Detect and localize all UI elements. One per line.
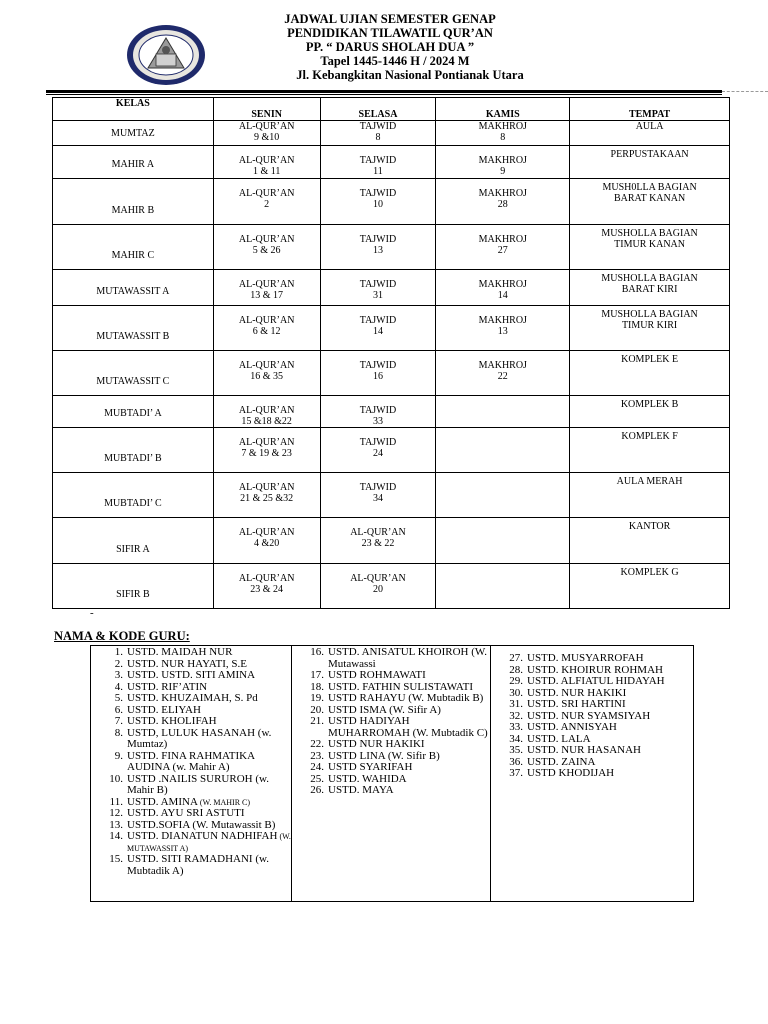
teacher-name-text: USTD RAHAYU (W. Mubtadik B) [328, 692, 484, 704]
kamis-line: 9 [500, 166, 506, 177]
selasa-cell [320, 564, 436, 609]
table-header-row [53, 98, 730, 121]
teacher-item [91, 728, 291, 751]
teacher-item [91, 751, 291, 774]
kelas-cell [53, 396, 214, 428]
senin-line: 4 &20 [254, 538, 280, 549]
teacher-number: 28. [509, 663, 523, 676]
teacher-item [91, 854, 291, 877]
table-row [53, 306, 730, 351]
kamis-line: MAKHROJ [478, 279, 527, 290]
selasa-cell [320, 306, 436, 351]
selasa-cell [320, 351, 436, 396]
teacher-item [292, 647, 490, 670]
tempat-cell [570, 146, 730, 179]
kamis-cell [436, 564, 570, 609]
header-institution: PP. “ DARUS SHOLAH DUA ” [305, 40, 475, 54]
table-row [53, 428, 730, 473]
kamis-line: 13 [497, 326, 508, 337]
teacher-name-text: USTD KHODIJAH [527, 767, 615, 779]
senin-cell [213, 396, 320, 428]
senin-line: 5 & 26 [252, 245, 281, 256]
teacher-number: 34. [509, 732, 523, 745]
teacher-name [127, 728, 291, 751]
senin-cell [213, 179, 320, 225]
teacher-item [491, 722, 691, 734]
tempat-cell [570, 225, 730, 270]
teacher-number: 25. [310, 772, 324, 785]
kamis-cell [436, 518, 570, 564]
tempat-line: KOMPLEK F [621, 431, 678, 442]
kelas-cell [53, 225, 214, 270]
senin-line: 15 &18 &22 [241, 416, 292, 427]
kamis-line: 27 [497, 245, 508, 256]
kelas-cell [53, 306, 214, 351]
teacher-number: 14. [109, 830, 123, 842]
tempat-line: TIMUR KANAN [614, 239, 685, 250]
selasa-line: AL-QUR’AN [350, 573, 406, 584]
selasa-line: 10 [372, 199, 383, 210]
header-rule-thin [46, 94, 722, 95]
teacher-name-text: USTD. AMINA [127, 795, 198, 808]
teacher-column-2 [292, 646, 491, 902]
teacher-name-text: USTD. MUSYARROFAH [527, 652, 644, 664]
tempat-line: MUSHOLLA BAGIAN [601, 309, 698, 320]
kelas-cell [53, 146, 214, 179]
kelas-cell [53, 473, 214, 518]
teacher-name-text: USTD. AYU SRI ASTUTI [127, 807, 245, 819]
teacher-number: 7. [114, 715, 123, 727]
teacher-number: 31. [509, 698, 523, 710]
teacher-number: 17. [310, 669, 324, 681]
teacher-name-text: USTD. ELIYAH [127, 703, 201, 716]
tempat-cell [570, 306, 730, 351]
teacher-name-text: USTD. FATHIN SULISTAWATI [328, 680, 474, 693]
selasa-line: TAJWID [359, 155, 397, 166]
senin-cell [213, 351, 320, 396]
tempat-line: AULA MERAH [616, 476, 683, 487]
teacher-name-text: USTD. KHUZAIMAH, S. Pd [127, 692, 258, 704]
tempat-cell [570, 179, 730, 225]
kamis-cell [436, 396, 570, 428]
kelas-label: MUBTADI’ C [104, 498, 162, 509]
teacher-number: 4. [114, 680, 123, 693]
teacher-name-text: USTD. RIF’ATIN [127, 680, 208, 693]
tempat-line: TIMUR KIRI [621, 320, 678, 331]
table-row [53, 473, 730, 518]
tempat-cell [570, 270, 730, 306]
kamis-cell [436, 270, 570, 306]
senin-cell [213, 428, 320, 473]
teacher-name [527, 768, 691, 780]
teacher-name [127, 854, 291, 877]
teacher-number: 30. [509, 686, 523, 699]
senin-cell [213, 121, 320, 146]
header-rule [46, 90, 722, 93]
kamis-line: 28 [497, 199, 508, 210]
selasa-line: 31 [372, 290, 383, 301]
teacher-name-text: USTD. WAHIDA [328, 772, 407, 785]
header-year: Tapel 1445-1446 H / 2024 M [320, 54, 470, 68]
teacher-name-text: USTD ISMA (W. Sifir A) [328, 703, 441, 716]
tempat-line: MUSHOLLA BAGIAN [601, 228, 698, 239]
senin-line: 21 & 25 &32 [240, 493, 294, 504]
kamis-line: 8 [500, 132, 506, 143]
header-subtitle: PENDIDIKAN TILAWATIL QUR’AN [287, 26, 493, 40]
senin-line: AL-QUR’AN [238, 360, 295, 371]
teacher-name-text: USTD NUR HAKIKI [328, 738, 425, 750]
senin-cell [213, 564, 320, 609]
teacher-name [328, 716, 490, 739]
teacher-number: 12. [109, 807, 123, 819]
teacher-number: 29. [509, 675, 523, 687]
teacher-name-text: USTD. MAIDAH NUR [127, 646, 233, 658]
kelas-label: MAHIR B [111, 205, 155, 216]
senin-cell [213, 306, 320, 351]
selasa-cell [320, 518, 436, 564]
senin-line: AL-QUR’AN [238, 279, 295, 290]
selasa-line: TAJWID [359, 279, 397, 290]
teacher-name [328, 785, 490, 797]
selasa-cell [320, 473, 436, 518]
senin-line: 6 & 12 [252, 326, 281, 337]
teacher-name-text: USTD .NAILIS SURUROH (w. Mahir B) [127, 772, 269, 796]
selasa-cell [320, 179, 436, 225]
teacher-number: 27. [509, 652, 523, 664]
teacher-name-text: USTD. NUR HAKIKI [527, 686, 627, 699]
teacher-number: 6. [114, 703, 123, 716]
teacher-name-text: USTD. DIANATUN NADHIFAH [127, 830, 278, 842]
selasa-line: TAJWID [359, 315, 397, 326]
selasa-line: 16 [372, 371, 383, 382]
header-tempat: TEMPAT [570, 98, 730, 121]
kelas-cell [53, 270, 214, 306]
senin-line: 13 & 17 [250, 290, 284, 301]
header-rule-dashed [722, 91, 768, 92]
selasa-cell [320, 121, 436, 146]
tempat-cell [570, 473, 730, 518]
document-header [240, 12, 540, 82]
selasa-line: 20 [372, 584, 383, 595]
teacher-number: 20. [310, 703, 324, 716]
kamis-line: 14 [497, 290, 508, 301]
teacher-number: 32. [509, 709, 523, 722]
tempat-cell [570, 351, 730, 396]
kamis-line: MAKHROJ [478, 121, 527, 132]
header-title: JADWAL UJIAN SEMESTER GENAP [284, 12, 496, 26]
selasa-line: TAJWID [359, 482, 397, 493]
teacher-name-text: USTD. ALFIATUL HIDAYAH [527, 675, 665, 687]
teacher-name-text: USTD SYARIFAH [328, 761, 413, 773]
teacher-name [127, 751, 291, 774]
tempat-cell [570, 518, 730, 564]
kamis-cell [436, 146, 570, 179]
teacher-number: 23. [310, 749, 324, 762]
teacher-name-text: USTD. MAYA [328, 784, 394, 796]
tempat-line: BARAT KIRI [621, 284, 678, 295]
teacher-name-text: USTD HADIYAH MUHARROMAH (W. Mubtadik C) [328, 715, 488, 739]
teacher-number: 19. [310, 692, 324, 704]
kelas-label: SIFIR A [116, 544, 150, 555]
senin-line: AL-QUR’AN [238, 315, 295, 326]
tempat-line: AULA [635, 121, 664, 132]
kamis-cell [436, 225, 570, 270]
teacher-item [91, 831, 291, 854]
kamis-line: MAKHROJ [478, 360, 527, 371]
kelas-label: MAHIR C [111, 250, 155, 261]
separator-dash: - [90, 607, 94, 619]
selasa-line: TAJWID [359, 188, 397, 199]
senin-cell [213, 270, 320, 306]
teacher-list-box [90, 645, 694, 902]
senin-line: 2 [264, 199, 270, 210]
kelas-label: MAHIR A [111, 159, 155, 170]
kelas-label: MUBTADI’ B [104, 453, 162, 464]
table-row [53, 225, 730, 270]
kamis-cell [436, 351, 570, 396]
tempat-line: PERPUSTAKAAN [610, 149, 689, 160]
teacher-column-1 [91, 646, 292, 902]
selasa-line: AL-QUR’AN [350, 527, 406, 538]
teacher-number: 22. [310, 738, 324, 750]
teacher-number: 36. [509, 755, 523, 768]
kelas-cell [53, 564, 214, 609]
teacher-name [127, 831, 291, 854]
senin-line: AL-QUR’AN [238, 188, 295, 199]
tempat-cell [570, 564, 730, 609]
school-logo [126, 24, 206, 86]
kamis-cell [436, 428, 570, 473]
senin-line: AL-QUR’AN [238, 405, 295, 416]
teacher-number: 2. [114, 657, 123, 670]
selasa-line: TAJWID [359, 405, 397, 416]
table-row [53, 518, 730, 564]
selasa-line: TAJWID [359, 234, 397, 245]
senin-line: 16 & 35 [250, 371, 284, 382]
kamis-cell [436, 473, 570, 518]
kelas-cell [53, 121, 214, 146]
teacher-name [127, 774, 291, 797]
teacher-name-text: USTD. FINA RAHMATIKA AUDINA (w. Mahir A) [127, 749, 255, 773]
teacher-number: 33. [509, 721, 523, 733]
kelas-cell [53, 428, 214, 473]
table-row [53, 396, 730, 428]
teacher-name [328, 647, 490, 670]
teacher-name-text: USTD. KHOLIFAH [127, 715, 217, 727]
selasa-line: 13 [372, 245, 383, 256]
tempat-line: BARAT KANAN [613, 193, 686, 204]
tempat-cell [570, 121, 730, 146]
teacher-role-note: (W. MUTAWASSIT A) [127, 832, 291, 853]
tempat-line: MUSHOLLA BAGIAN [601, 273, 698, 284]
teacher-number: 24. [310, 761, 324, 773]
senin-line: AL-QUR’AN [238, 437, 295, 448]
kelas-label: SIFIR B [116, 589, 150, 600]
teacher-name-text: USTD LINA (W. Sifir B) [328, 749, 440, 762]
kelas-label: MUTAWASSIT B [96, 331, 170, 342]
table-row [53, 270, 730, 306]
kamis-cell [436, 179, 570, 225]
teacher-item [292, 716, 490, 739]
kamis-cell [436, 121, 570, 146]
teacher-number: 16. [310, 646, 324, 658]
teacher-item [91, 774, 291, 797]
teacher-name-text: USTD. ZAINA [527, 755, 596, 768]
senin-line: AL-QUR’AN [238, 155, 295, 166]
kelas-label: MUTAWASSIT C [96, 376, 170, 387]
table-row [53, 564, 730, 609]
senin-line: 23 & 24 [250, 584, 284, 595]
teacher-name-text: USTD. USTD. SITI AMINA [127, 669, 256, 681]
table-row [53, 179, 730, 225]
selasa-line: TAJWID [359, 360, 397, 371]
teacher-number: 37. [509, 767, 523, 779]
selasa-line: 11 [373, 166, 383, 177]
teacher-name-text: USTD ROHMAWATI [328, 669, 426, 681]
tempat-line: KOMPLEK B [620, 399, 679, 410]
teacher-number: 10. [109, 772, 123, 785]
selasa-line: 34 [372, 493, 383, 504]
kelas-cell [53, 518, 214, 564]
teacher-number: 11. [109, 795, 123, 808]
selasa-cell [320, 396, 436, 428]
selasa-cell [320, 146, 436, 179]
teacher-name-text: USTD. SITI RAMADHANI (w. Mubtadik A) [127, 853, 269, 877]
selasa-line: TAJWID [359, 437, 397, 448]
table-row [53, 121, 730, 146]
teacher-number: 5. [114, 692, 123, 704]
teacher-item [292, 785, 490, 797]
teacher-name-text: USTD. ANISATUL KHOIROH (W. Mutawassi [328, 646, 487, 670]
kelas-label: MUMTAZ [111, 127, 155, 139]
teacher-number: 1. [114, 646, 123, 658]
teacher-name-text: USTD. NUR SYAMSIYAH [527, 709, 651, 722]
senin-cell [213, 518, 320, 564]
kelas-cell [53, 179, 214, 225]
senin-cell [213, 473, 320, 518]
tempat-cell [570, 396, 730, 428]
teacher-number: 21. [310, 715, 324, 727]
senin-line: AL-QUR’AN [238, 121, 295, 132]
teacher-item [491, 768, 691, 780]
teacher-column-3 [491, 646, 691, 908]
selasa-line: 8 [375, 132, 381, 143]
selasa-line: TAJWID [359, 121, 397, 132]
selasa-cell [320, 225, 436, 270]
header-kamis: KAMIS [436, 98, 570, 121]
teacher-name-text: USTD. ANNISYAH [527, 721, 617, 733]
kamis-cell [436, 306, 570, 351]
header-senin: SENIN [213, 98, 320, 121]
tempat-line: MUSH0LLA BAGIAN [602, 182, 697, 193]
kelas-label: MUBTADI’ A [104, 408, 162, 419]
teacher-name-text: USTD. SRI HARTINI [527, 698, 626, 710]
senin-cell [213, 146, 320, 179]
header-selasa: SELASA [320, 98, 436, 121]
teacher-list-title: NAMA & KODE GURU: [54, 629, 190, 643]
senin-line: AL-QUR’AN [238, 527, 295, 538]
table-row [53, 146, 730, 179]
selasa-line: 33 [372, 416, 383, 427]
selasa-line: 24 [372, 448, 383, 459]
teacher-number: 9. [114, 749, 123, 762]
selasa-cell [320, 270, 436, 306]
kelas-cell [53, 351, 214, 396]
senin-line: AL-QUR’AN [238, 482, 295, 493]
teacher-name-text: USTD, LULUK HASANAH (w. Mumtaz) [127, 726, 272, 750]
tempat-cell [570, 428, 730, 473]
header-address: Jl. Kebangkitan Nasional Pontianak Utara [296, 68, 524, 82]
kamis-line: MAKHROJ [478, 188, 527, 199]
teacher-name-text: USTD. NUR HAYATI, S.E [127, 657, 247, 670]
senin-line: 7 & 19 & 23 [241, 448, 292, 459]
tempat-line: KANTOR [628, 521, 671, 532]
teacher-number: 26. [310, 784, 324, 796]
kamis-line: MAKHROJ [478, 155, 527, 166]
kamis-line: 22 [497, 371, 508, 382]
selasa-line: 23 & 22 [361, 538, 395, 549]
teacher-number: 13. [109, 818, 123, 831]
teacher-name-text: USTD. KHOIRUR ROHMAH [527, 663, 663, 676]
senin-line: 1 & 11 [252, 166, 281, 177]
teacher-number: 15. [109, 853, 123, 865]
kamis-line: MAKHROJ [478, 315, 527, 326]
senin-line: AL-QUR’AN [238, 234, 295, 245]
teacher-number: 8. [114, 726, 123, 739]
selasa-line: 14 [372, 326, 383, 337]
kelas-label: MUTAWASSIT A [96, 286, 170, 297]
senin-line: 9 &10 [254, 132, 280, 143]
teacher-number: 35. [509, 744, 523, 756]
teacher-number: 3. [114, 669, 123, 681]
teacher-name-text: USTD. LALA [527, 732, 591, 745]
selasa-cell [320, 428, 436, 473]
kamis-line: MAKHROJ [478, 234, 527, 245]
table-row [53, 351, 730, 396]
teacher-name-text: USTD.SOFIA (W. Mutawassit B) [127, 818, 276, 831]
tempat-line: KOMPLEK G [620, 567, 679, 578]
senin-cell [213, 225, 320, 270]
exam-schedule-table [52, 97, 730, 609]
tempat-line: KOMPLEK E [621, 354, 679, 365]
teacher-role-note: (W. MAHIR C) [197, 797, 251, 807]
teacher-number: 18. [310, 680, 324, 693]
senin-line: AL-QUR’AN [238, 573, 295, 584]
header-kelas: KELAS [53, 98, 214, 121]
teacher-name-text: USTD. NUR HASANAH [527, 744, 641, 756]
